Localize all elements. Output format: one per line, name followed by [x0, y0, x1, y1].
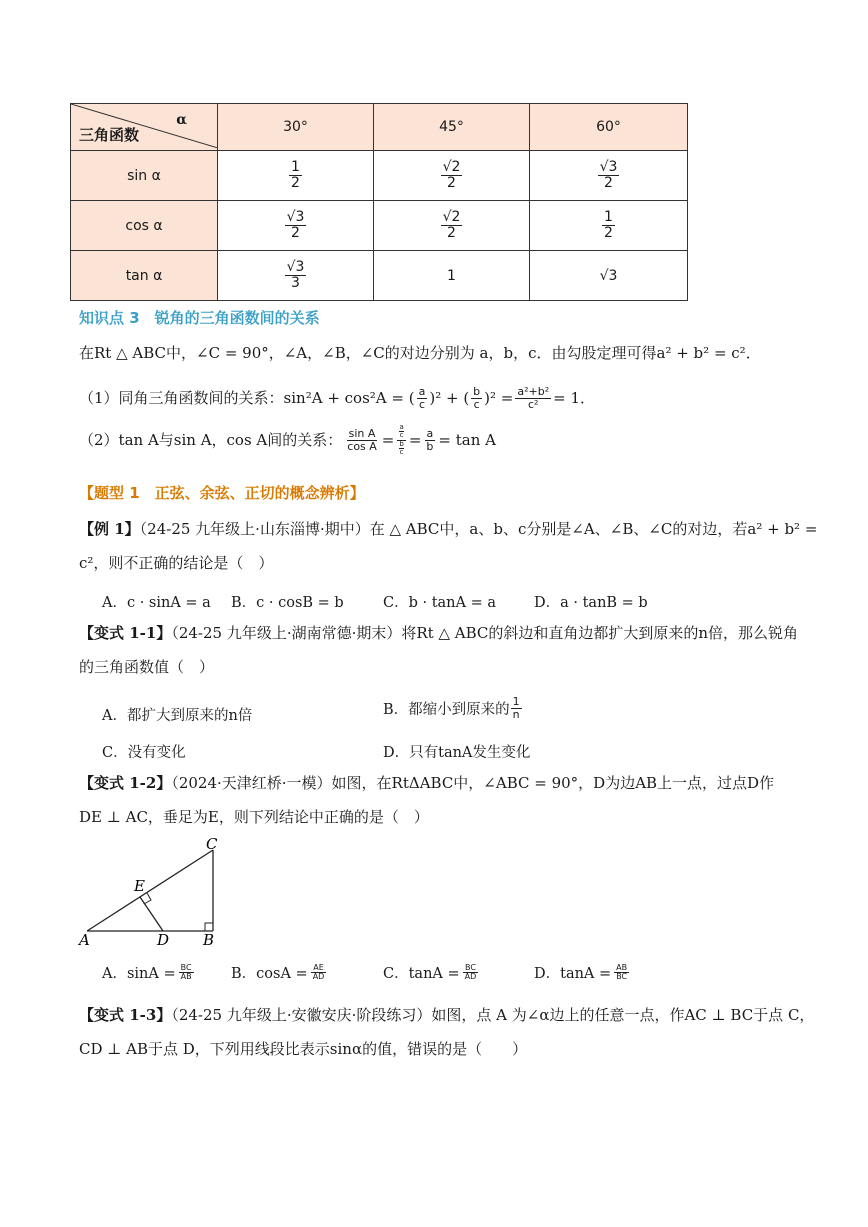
variant-1-1-line1: 【变式 1-1】（24-25 九年级上·湖南常德·期末）将Rt △ ABC的斜边和直角边都扩大到原来的n倍，那么锐角: [79, 624, 799, 642]
kp3-line3: （2）tan A与sin A，cos A间的关系： $\frac{\text{sin A}}{\text{cos A}}$ = a c b c = $\frac{a}{b}$ = tan A: [79, 423, 496, 457]
row-label-tan: tan α: [71, 251, 218, 301]
variant-1-1-option-c[interactable]: C．没有变化: [102, 745, 186, 761]
cell-cos-60: $\frac{1}{2}$: [530, 201, 688, 251]
cell-sin-45: $\frac{√2}{2}$: [374, 151, 530, 201]
row-label-cos: cos α: [71, 201, 218, 251]
variant-1-3-line1: 【变式 1-3】（24-25 九年级上·安徽安庆·阶段练习）如图，点 A 为∠α边上的任意一点，作AC ⊥ BC于点 C，: [79, 1006, 815, 1024]
cell-tan-45: 1: [374, 251, 530, 301]
variant-1-1-label: 【变式 1-1】: [79, 624, 172, 642]
right-angle-b: [205, 923, 213, 931]
variant-1-2-label: 【变式 1-2】: [79, 774, 172, 792]
header-alpha: α: [176, 112, 187, 128]
cell-sin-60: $\frac{√3}{2}$: [530, 151, 688, 201]
header-function: 三角函数: [79, 126, 140, 144]
variant-1-2-line2: DE ⊥ AC，垂足为E，则下列结论中正确的是（ ）: [79, 808, 429, 826]
variant-1-1-option-a[interactable]: A．都扩大到原来的n倍: [102, 708, 253, 724]
variant-1-2-option-c[interactable]: C．tanA = $\frac{BC}{AD}$: [383, 962, 477, 982]
table-row-tan: [71, 251, 688, 301]
cell-sin-30: $\frac{1}{2}$: [218, 151, 374, 201]
header-angle-60: 60°: [530, 104, 688, 151]
triangle-figure: [75, 832, 235, 952]
row-label-sin: sin α: [71, 151, 218, 201]
point-label-a: A: [79, 931, 90, 949]
example-1-line2: c²，则不正确的结论是（ ）: [79, 554, 274, 572]
variant-1-2-option-d[interactable]: D．tanA = $\frac{AB}{BC}$: [534, 962, 628, 982]
question-type-1-title: 【题型 1 正弦、余弦、正切的概念辨析】: [79, 484, 365, 502]
example-1-option-b[interactable]: B．c · cosB = b: [231, 595, 344, 611]
trig-values-table: [70, 103, 688, 301]
cell-tan-30: $\frac{√3}{3}$: [218, 251, 374, 301]
example-1-option-c[interactable]: C．b · tanA = a: [383, 595, 496, 611]
example-1-label: 【例 1】: [79, 520, 140, 538]
variant-1-2-option-b[interactable]: B．cosA = $\frac{AE}{AD}$: [231, 962, 325, 982]
variant-1-1-option-d[interactable]: D．只有tanA发生变化: [383, 745, 531, 761]
variant-1-2-option-a[interactable]: A．sinA = $\frac{BC}{AB}$: [102, 962, 192, 982]
point-label-c: C: [206, 835, 218, 853]
segment-de: [140, 897, 163, 931]
kp3-line2: （1）同角三角函数间的关系：sin²A + cos²A = ( $\frac{a}{c}$ )² + ( $\frac{b}{c}$ )² = $\frac{\text{a²+b²}}{\text{c²}}$ = 1．: [79, 385, 596, 411]
example-1-line1: 【例 1】（24-25 九年级上·山东淄博·期中）在 △ ABC中，a、b、c分别是∠A、∠B、∠C的对边，若a² + b² =: [79, 520, 818, 538]
cell-cos-45: $\frac{√2}{2}$: [374, 201, 530, 251]
example-1-option-d[interactable]: D．a · tanB = b: [534, 595, 648, 611]
point-label-b: B: [203, 931, 215, 949]
point-label-d: D: [157, 931, 170, 949]
knowledge-point-3-title: 知识点 3 锐角的三角函数间的关系: [79, 309, 320, 327]
point-label-e: E: [134, 877, 145, 895]
table-row-cos: [71, 201, 688, 251]
variant-1-3-label: 【变式 1-3】: [79, 1006, 172, 1024]
example-1-option-a[interactable]: A．c · sinA = a: [102, 595, 211, 611]
header-angle-45: 45°: [374, 104, 530, 151]
variant-1-2-line1: 【变式 1-2】（2024·天津红桥·一模）如图，在RtΔABC中，∠ABC = 90°，D为边AB上一点，过点D作: [79, 774, 775, 792]
cell-cos-30: $\frac{√3}{2}$: [218, 201, 374, 251]
variant-1-1-option-b[interactable]: B．都缩小到原来的 $\frac{1}{n}$: [383, 695, 520, 721]
variant-1-3-line2: CD ⊥ AB于点 D，下列用线段比表示sinα的值，错误的是（ ）: [79, 1040, 528, 1058]
table-corner-cell: [71, 104, 218, 151]
variant-1-1-line2: 的三角函数值（ ）: [79, 658, 215, 676]
segment-ac: [87, 850, 213, 931]
right-angle-e: [144, 893, 151, 904]
header-angle-30: 30°: [218, 104, 374, 151]
kp3-line1: 在Rt △ ABC中，∠C = 90°，∠A，∠B，∠C的对边分别为 a，b，c．由勾股定理可得a² + b² = c²．: [79, 344, 761, 362]
cell-tan-60: √3: [530, 251, 688, 301]
table-row-sin: [71, 151, 688, 201]
